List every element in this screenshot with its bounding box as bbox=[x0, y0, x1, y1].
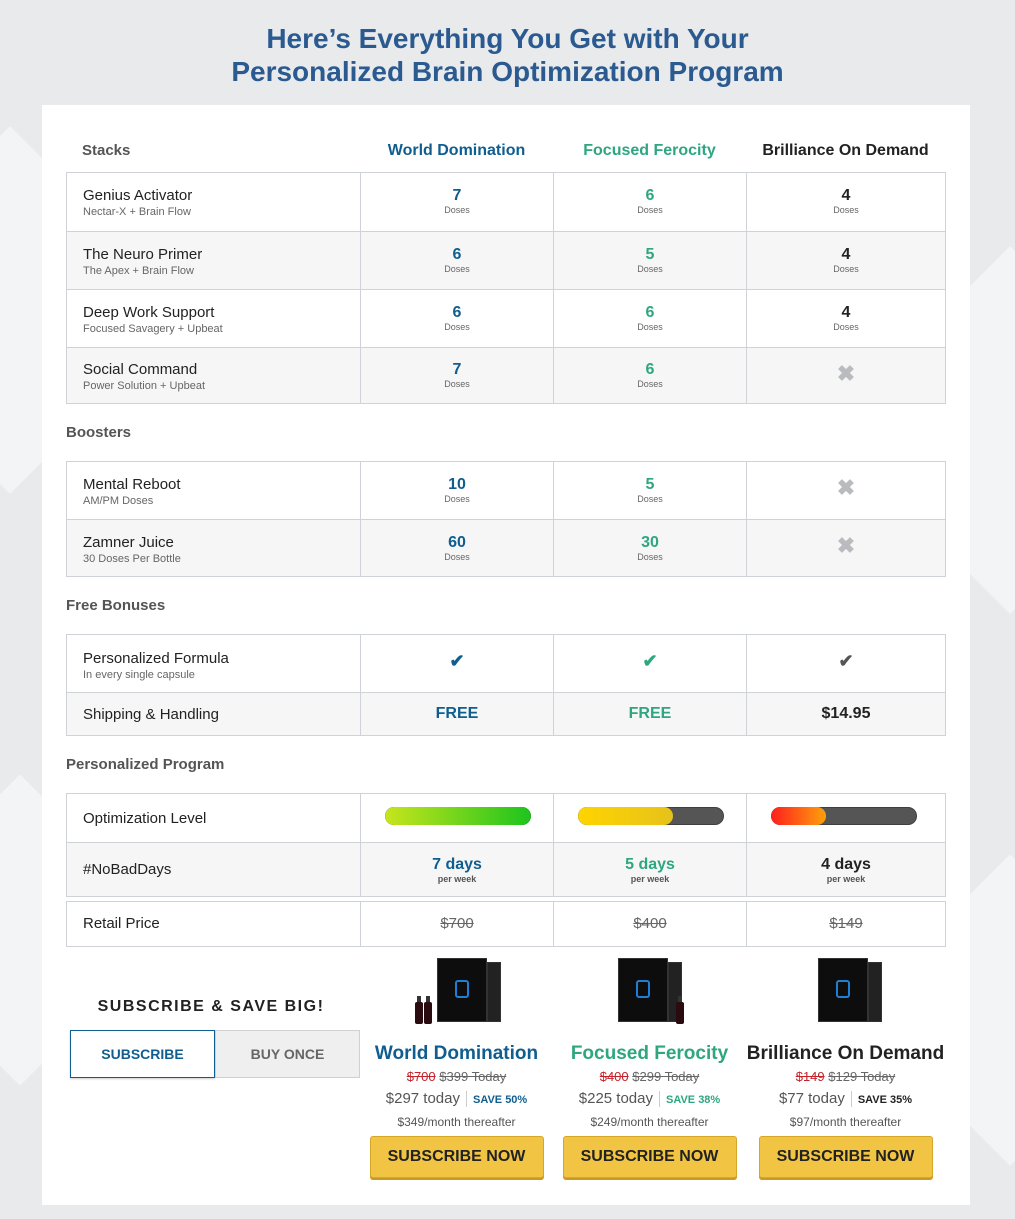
dose-count: 5 bbox=[645, 476, 655, 493]
today-price: $225 today bbox=[578, 1090, 653, 1107]
table-row bbox=[67, 902, 945, 946]
row-label bbox=[83, 915, 160, 933]
dose-count: 4 bbox=[841, 304, 851, 321]
plan-monthly-price: $249/month thereafter bbox=[590, 1115, 709, 1129]
dose-unit: Doses bbox=[637, 379, 663, 389]
shipping-value: FREE bbox=[435, 705, 479, 722]
row-title: Retail Price bbox=[83, 915, 160, 932]
dose-unit: Doses bbox=[833, 322, 859, 332]
subscribe-now-button[interactable]: SUBSCRIBE NOW bbox=[563, 1136, 737, 1178]
retail-price: $149 bbox=[829, 915, 863, 932]
plan-original-price bbox=[360, 1068, 553, 1086]
plan-name: Brilliance On Demand bbox=[746, 1043, 945, 1064]
plan2-cell bbox=[553, 520, 746, 576]
optimization-level-bar bbox=[578, 807, 724, 825]
plan1-cell bbox=[360, 520, 553, 576]
product-box-icon bbox=[796, 950, 896, 1032]
plan1-cell bbox=[360, 290, 553, 347]
table-row bbox=[67, 289, 945, 347]
plan3-cell bbox=[746, 462, 945, 519]
row-label bbox=[83, 304, 223, 336]
dose-unit: Doses bbox=[833, 264, 859, 274]
table-row bbox=[67, 231, 945, 289]
dose-count: 7 bbox=[452, 361, 462, 378]
plan-today-price bbox=[746, 1089, 945, 1110]
plan1-cell bbox=[360, 843, 553, 896]
retail-table bbox=[66, 901, 946, 947]
dose-count: 6 bbox=[452, 304, 462, 321]
row-label bbox=[83, 187, 192, 219]
plan2-cell bbox=[553, 635, 746, 692]
row-label bbox=[83, 861, 171, 879]
strike-today-price: $399 Today bbox=[439, 1069, 507, 1084]
subscribe-now-button[interactable]: SUBSCRIBE NOW bbox=[759, 1136, 933, 1178]
dose-count: 10 bbox=[448, 476, 466, 493]
row-title: Genius Activator bbox=[83, 187, 193, 204]
bonuses-table bbox=[66, 634, 946, 736]
x-icon: ✖ bbox=[836, 361, 856, 386]
plan-card-world-domination bbox=[360, 950, 553, 1178]
dose-count: 4 bbox=[841, 187, 851, 204]
row-label bbox=[83, 650, 229, 682]
table-row bbox=[67, 462, 945, 519]
row-title: Zamner Juice bbox=[83, 534, 174, 551]
plan2-cell bbox=[553, 348, 746, 403]
optimization-level-fill bbox=[578, 807, 673, 825]
checkmark-icon: ✔ bbox=[838, 651, 854, 671]
boosters-section-label: Boosters bbox=[66, 424, 132, 441]
product-box-icon bbox=[600, 950, 700, 1032]
per-week-label: per week bbox=[826, 874, 866, 884]
table-row bbox=[67, 347, 945, 403]
plan3-cell bbox=[746, 290, 945, 347]
row-title: Personalized Formula bbox=[83, 650, 229, 667]
dose-count: 5 bbox=[645, 246, 655, 263]
save-badge: SAVE 35% bbox=[857, 1094, 913, 1106]
dose-unit: Doses bbox=[444, 494, 470, 504]
plan2-cell bbox=[553, 902, 746, 946]
plan2-cell bbox=[553, 693, 746, 735]
dose-unit: Doses bbox=[637, 552, 663, 562]
plan2-cell bbox=[553, 173, 746, 231]
row-label bbox=[83, 810, 206, 828]
plan1-cell bbox=[360, 794, 553, 842]
page-title bbox=[0, 22, 1015, 88]
x-icon: ✖ bbox=[836, 475, 856, 500]
table-row bbox=[67, 692, 945, 735]
row-label bbox=[83, 706, 219, 724]
today-price: $297 today bbox=[385, 1090, 460, 1107]
x-icon: ✖ bbox=[836, 533, 856, 558]
stacks-section-label: Stacks bbox=[82, 142, 131, 159]
plan-name: Focused Ferocity bbox=[570, 1043, 729, 1064]
plan1-cell bbox=[360, 348, 553, 403]
plan-monthly-price: $97/month thereafter bbox=[789, 1115, 902, 1129]
row-subtitle: Nectar-X + Brain Flow bbox=[83, 206, 191, 218]
dose-unit: Doses bbox=[444, 264, 470, 274]
page-title-line2: Personalized Brain Optimization Program bbox=[231, 56, 784, 87]
optimization-level-fill bbox=[385, 807, 531, 825]
plan3-cell bbox=[746, 843, 945, 896]
plan2-cell bbox=[553, 232, 746, 289]
dose-count: 4 bbox=[841, 246, 851, 263]
table-row bbox=[67, 519, 945, 576]
retail-price: $700 bbox=[440, 915, 474, 932]
plan1-cell bbox=[360, 902, 553, 946]
plan-original-price bbox=[553, 1068, 746, 1086]
days-value: 4 days bbox=[821, 856, 871, 873]
row-label bbox=[83, 246, 202, 278]
stacks-table bbox=[66, 172, 946, 404]
checkmark-icon: ✔ bbox=[449, 651, 465, 671]
plan3-cell bbox=[746, 520, 945, 576]
shipping-value: FREE bbox=[628, 705, 672, 722]
row-label bbox=[83, 534, 181, 566]
strike-price: $400 bbox=[599, 1069, 629, 1084]
retail-price: $400 bbox=[633, 915, 667, 932]
dose-unit: Doses bbox=[637, 205, 663, 215]
plan1-cell bbox=[360, 232, 553, 289]
dose-unit: Doses bbox=[833, 205, 859, 215]
boosters-table bbox=[66, 461, 946, 577]
dose-count: 60 bbox=[448, 534, 466, 551]
optimization-level-bar bbox=[385, 807, 531, 825]
dose-unit: Doses bbox=[637, 322, 663, 332]
plan1-cell bbox=[360, 462, 553, 519]
optimization-level-bar bbox=[771, 807, 917, 825]
plan1-cell bbox=[360, 635, 553, 692]
row-subtitle: The Apex + Brain Flow bbox=[83, 265, 194, 277]
plan1-column-header: World Domination bbox=[387, 142, 526, 159]
strike-today-price: $129 Today bbox=[828, 1069, 896, 1084]
plan2-cell bbox=[553, 843, 746, 896]
plan1-cell bbox=[360, 693, 553, 735]
shipping-value: $14.95 bbox=[821, 705, 871, 722]
dose-unit: Doses bbox=[637, 494, 663, 504]
dose-unit: Doses bbox=[444, 379, 470, 389]
page-title-line1: Here’s Everything You Get with Your bbox=[266, 23, 749, 54]
table-row bbox=[67, 635, 945, 692]
plan3-cell bbox=[746, 794, 945, 842]
plan2-cell bbox=[553, 290, 746, 347]
dose-count: 6 bbox=[645, 187, 655, 204]
program-table bbox=[66, 793, 946, 897]
plan-monthly-price: $349/month thereafter bbox=[397, 1115, 516, 1129]
per-week-label: per week bbox=[437, 874, 477, 884]
plan-today-price bbox=[360, 1089, 553, 1110]
days-value: 7 days bbox=[432, 856, 482, 873]
plan2-column-header: Focused Ferocity bbox=[583, 142, 716, 159]
row-title: Social Command bbox=[83, 361, 198, 378]
row-subtitle: AM/PM Doses bbox=[83, 495, 154, 507]
plan1-cell bbox=[360, 173, 553, 231]
strike-today-price: $299 Today bbox=[632, 1069, 700, 1084]
save-badge: SAVE 38% bbox=[666, 1094, 721, 1106]
dose-count: 7 bbox=[452, 187, 462, 204]
row-title: Deep Work Support bbox=[83, 304, 215, 321]
today-price: $77 today bbox=[778, 1090, 845, 1107]
plan3-cell bbox=[746, 232, 945, 289]
row-title: The Neuro Primer bbox=[83, 246, 203, 263]
program-section-label: Personalized Program bbox=[66, 756, 225, 773]
bonuses-section-label: Free Bonuses bbox=[66, 597, 166, 614]
row-subtitle: Focused Savagery + Upbeat bbox=[83, 323, 223, 335]
row-label bbox=[83, 361, 205, 393]
strike-price: $149 bbox=[795, 1069, 825, 1084]
dose-unit: Doses bbox=[444, 205, 470, 215]
plan-today-price bbox=[553, 1089, 746, 1110]
dose-unit: Doses bbox=[637, 264, 663, 274]
table-row bbox=[67, 794, 945, 842]
plan3-cell bbox=[746, 173, 945, 231]
plan2-cell bbox=[553, 794, 746, 842]
table-row bbox=[67, 842, 945, 896]
table-row bbox=[67, 173, 945, 231]
dose-count: 6 bbox=[645, 304, 655, 321]
plan-card-brilliance-on-demand bbox=[746, 950, 945, 1178]
dose-count: 6 bbox=[452, 246, 462, 263]
row-title: #NoBadDays bbox=[83, 861, 172, 878]
save-badge: SAVE 50% bbox=[473, 1094, 528, 1106]
plan2-cell bbox=[553, 462, 746, 519]
row-title: Mental Reboot bbox=[83, 476, 181, 493]
checkmark-icon: ✔ bbox=[642, 651, 658, 671]
row-subtitle: 30 Doses Per Bottle bbox=[83, 553, 181, 565]
row-title: Shipping & Handling bbox=[83, 706, 219, 723]
row-title: Optimization Level bbox=[83, 810, 207, 827]
plan3-cell bbox=[746, 902, 945, 946]
subscribe-now-button[interactable]: SUBSCRIBE NOW bbox=[370, 1136, 544, 1178]
subscribe-tab[interactable]: SUBSCRIBE bbox=[70, 1030, 215, 1078]
plan-name: World Domination bbox=[374, 1043, 539, 1064]
optimization-level-fill bbox=[771, 807, 826, 825]
dose-unit: Doses bbox=[444, 322, 470, 332]
product-box-icon bbox=[407, 950, 507, 1032]
dose-count: 30 bbox=[641, 534, 659, 551]
plan3-cell bbox=[746, 348, 945, 403]
row-subtitle: In every single capsule bbox=[83, 669, 195, 681]
plan3-column-header: Brilliance On Demand bbox=[762, 142, 929, 159]
buy-once-tab[interactable]: BUY ONCE bbox=[215, 1030, 360, 1078]
days-value: 5 days bbox=[625, 856, 675, 873]
subscribe-heading: SUBSCRIBE & SAVE BIG! bbox=[97, 998, 325, 1015]
per-week-label: per week bbox=[630, 874, 670, 884]
dose-count: 6 bbox=[645, 361, 655, 378]
strike-price: $700 bbox=[406, 1069, 436, 1084]
plan3-cell bbox=[746, 693, 945, 735]
row-label bbox=[83, 476, 181, 508]
row-subtitle: Power Solution + Upbeat bbox=[83, 380, 205, 392]
plan3-cell bbox=[746, 635, 945, 692]
plan-card-focused-ferocity bbox=[553, 950, 746, 1178]
dose-unit: Doses bbox=[444, 552, 470, 562]
plan-original-price bbox=[746, 1068, 945, 1086]
